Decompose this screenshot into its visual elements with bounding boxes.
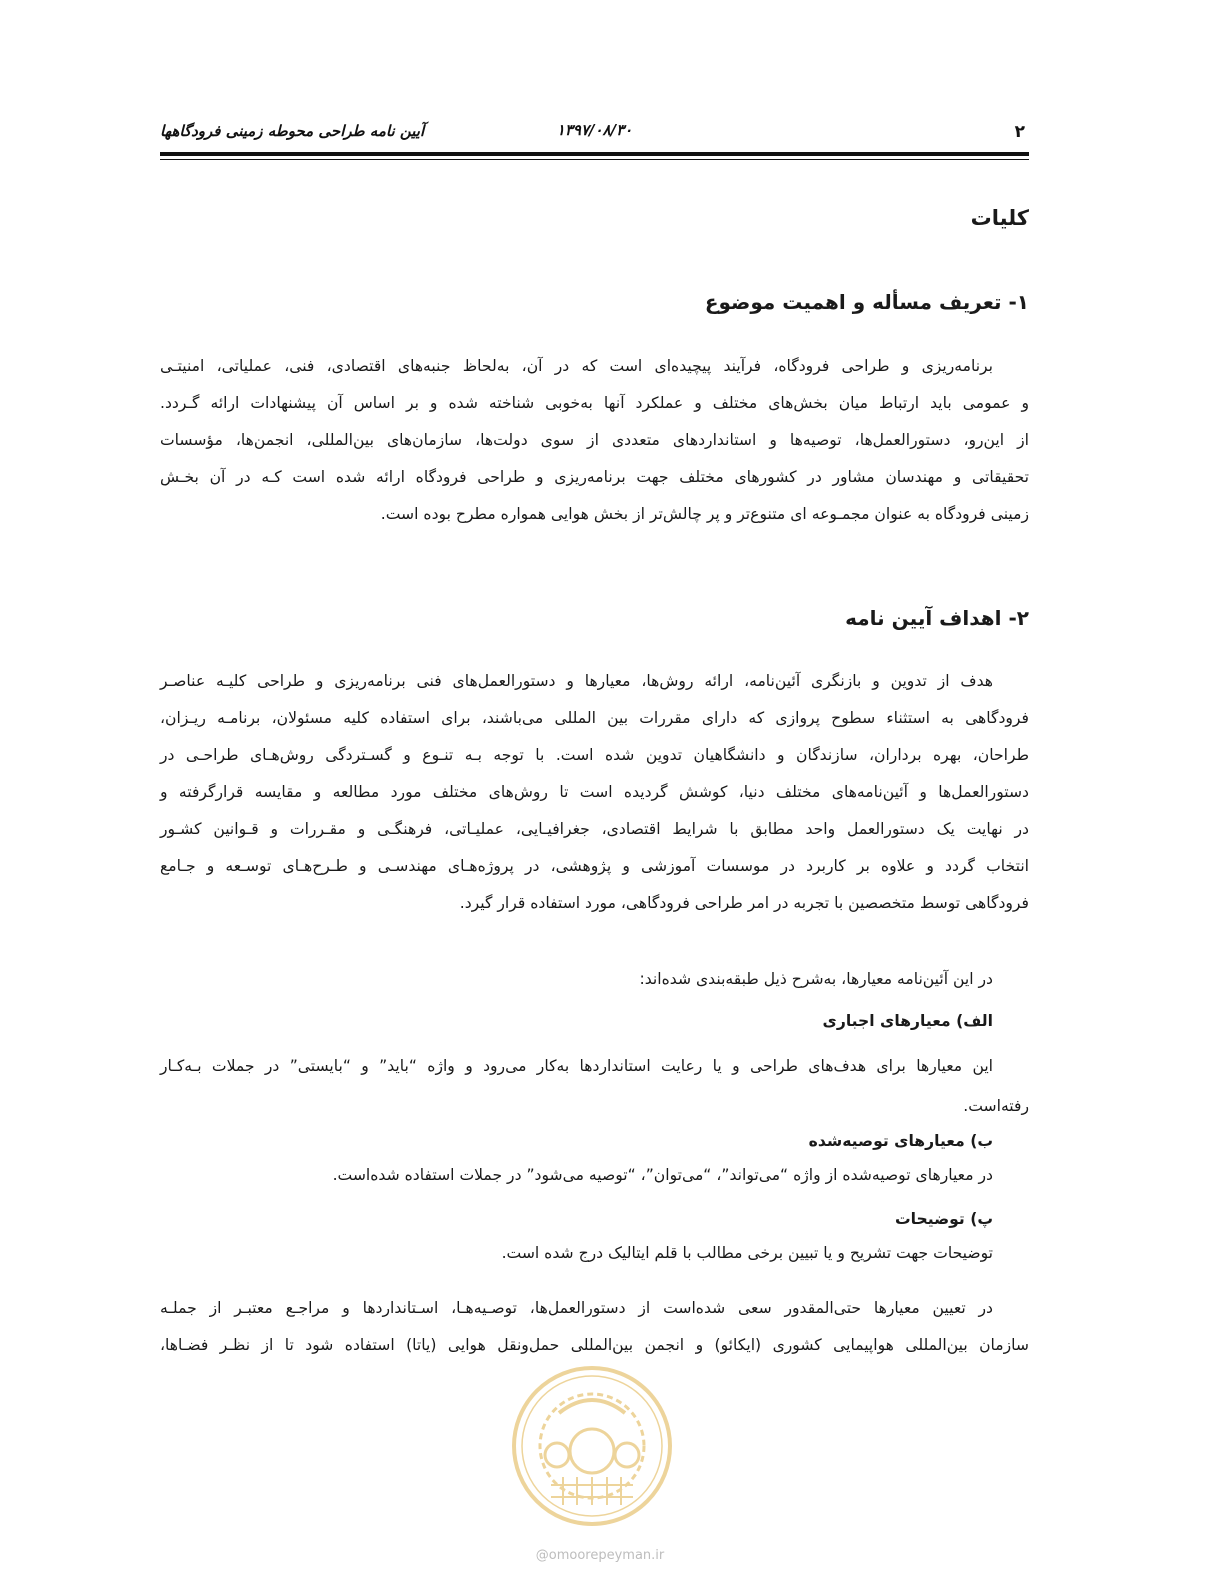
paragraph-line: و عمومی باید ارتباط میان بخش‌های مختلف و عملکرد آنها به‌خوبی شناخته شده و بر اساس آن پیشنهادات ارائه گـردد.: [160, 394, 1029, 412]
recommended-criteria-text: در معیارهای توصیه‌شده از واژه “می‌تواند”، “می‌توان”، “توصیه می‌شود” در جملات استفاده شده‌است.: [332, 1166, 993, 1184]
paragraph-line: طراحان، بهره برداران، سازندگان و دانشگاهیان تدوین شده است. با توجه بـه تنـوع و گسـتردگی روش‌هـای طراحـی در: [160, 746, 1029, 764]
section-heading-2: ۲- اهداف آیین نامه: [845, 606, 1029, 630]
paragraph-line: رفته‌است.: [963, 1097, 1029, 1115]
header-title: آیین نامه طراحی محوطه زمینی فرودگاهها: [160, 122, 425, 140]
paragraph-line: از این‌رو، دستورالعمل‌ها، توصیه‌ها و استانداردهای متعددی از سوی دولت‌ها، سازمان‌های بین‌المللی، انجمن‌ها، مؤسسات: [160, 431, 1029, 449]
section-2-paragraph: [160, 663, 1029, 922]
section-heading-1: ۱- تعریف مسأله و اهمیت موضوع: [704, 290, 1029, 314]
paragraph-line: سازمان بین‌المللی هواپیمایی کشوری (ایکائو) و انجمن بین‌المللی حمل‌ونقل هوایی (یاتا) استفاده شود تا از نظـر فضـاها،: [160, 1336, 1029, 1354]
paragraph-line: در تعیین معیارها حتی‌المقدور سعی شده‌است از دستورالعمل‌ها، توصـیه‌هـا، اسـتانداردها و مراجـع معتبـر از جملـه: [160, 1299, 993, 1317]
header-date: ۱۳۹۷/۰۸/۳۰: [556, 121, 633, 139]
watermark-text: @omoorepeyman.ir: [535, 1548, 665, 1563]
paragraph-line: برنامه‌ریزی و طراحی فرودگاه، فرآیند پیچیده‌ای است که در آن، به‌لحاظ جنبه‌های اقتصادی، فنی، عملیاتی، امنیتـی: [160, 357, 993, 375]
paragraph-line: هدف از تدوین و بازنگری آئین‌نامه، ارائه روش‌ها، معیارها و دستورالعمل‌های فنی برنامه‌ریزی و طراحی کلیـه عناصـر: [160, 672, 993, 690]
seal-logo-icon: [511, 1365, 673, 1527]
header-rule-thick: [160, 152, 1029, 156]
closing-paragraph: [160, 1290, 1029, 1364]
page-number: ۲: [1014, 122, 1025, 142]
mandatory-criteria-paragraph: [160, 1046, 1029, 1126]
running-header: [160, 118, 1029, 148]
classification-intro: در این آئین‌نامه معیارها، به‌شرح ذیل طبقه‌بندی شده‌اند:: [639, 970, 993, 988]
chapter-heading: کلیات: [970, 206, 1029, 230]
paragraph-line: تحقیقاتی و مهندسان مشاور در کشورهای مختلف جهت برنامه‌ریزی و طراحی فرودگاه ارائه شده است کـه در آن بخـش: [160, 468, 1029, 486]
paragraph-line: در نهایت یک دستورالعمل واحد مطابق با شرایط اقتصادی، جغرافیـایی، عملیـاتی، فرهنگـی و مقـررات و قـوانین کشـور: [160, 820, 1029, 838]
paragraph-line: فرودگاهی توسط متخصصین با تجربه در امر طراحی فرودگاهی، مورد استفاده قرار گیرد.: [459, 894, 1029, 912]
paragraph-line: زمینی فرودگاه به عنوان مجمـوعه ای متنوع‌تر و پر چالش‌تر از بخش هوایی همواره مطرح بوده است.: [380, 505, 1029, 523]
paragraph-line: فرودگاهی به استثناء سطوح پروازی که دارای مقررات بین المللی می‌باشند، برای استفاده کلیه مسئولان، برنامـه ریـزان،: [160, 709, 1029, 727]
paragraph-line: این معیارها برای هدف‌های طراحی و یا رعایت استانداردها به‌کار می‌رود و واژه “باید” و “بایستی” در جملات بـه‌کـار: [160, 1057, 993, 1075]
mandatory-criteria-heading: الف) معیارهای اجباری: [822, 1012, 993, 1030]
document-page: [160, 0, 1029, 1584]
header-rule-thin: [160, 159, 1029, 160]
recommended-criteria-heading: ب) معیارهای توصیه‌شده: [808, 1132, 993, 1150]
paragraph-line: دستورالعمل‌ها و آئین‌نامه‌های مختلف دنیا، کوشش گردیده است تا روش‌های مختلف مورد مطالعه و مقایسه قرارگرفته و: [160, 783, 1029, 801]
notes-heading: پ) توضیحات: [894, 1210, 993, 1228]
notes-text: توضیحات جهت تشریح و یا تبیین برخی مطالب با قلم ایتالیک درج شده است.: [501, 1244, 993, 1262]
section-1-paragraph: [160, 348, 1029, 533]
paragraph-line: انتخاب گردد و علاوه بر کاربرد در موسسات آموزشی و پژوهشی، در پروژه‌هـای مهندسـی و طـرح‌هـای توسـعه و جـامع: [160, 857, 1029, 875]
